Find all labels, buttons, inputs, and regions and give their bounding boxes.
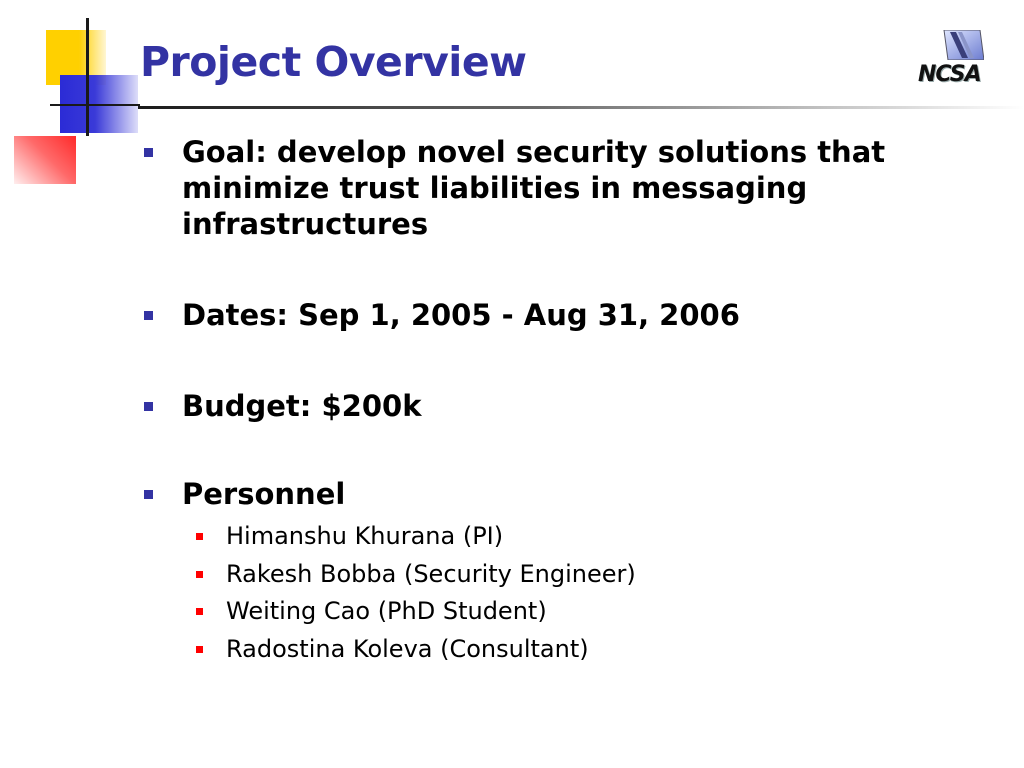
personnel-text: Rakesh Bobba (Security Engineer) [226,560,636,588]
decorative-horizontal-line [50,104,140,106]
personnel-text: Himanshu Khurana (PI) [226,522,504,550]
ncsa-logo [914,30,996,90]
ncsa-logo-text: NCSA [918,62,981,87]
title-underline-rule [138,106,1024,109]
bullet-marker-icon [144,311,153,320]
bullet-text: Goal: develop novel security solutions that minimize trust liabilities in messaging infrastructures [182,135,886,241]
bullet-marker-icon [144,490,153,499]
personnel-text: Radostina Koleva (Consultant) [226,635,589,663]
sub-bullet-marker-icon [196,646,203,653]
sub-bullet-marker-icon [196,608,203,615]
bullet-text: Budget: $200k [182,389,422,423]
bullet-marker-icon [144,148,153,157]
slide-title: Project Overview [140,38,527,86]
bullet-marker-icon [144,402,153,411]
personnel-text: Weiting Cao (PhD Student) [226,597,547,625]
bullet-text: Dates: Sep 1, 2005 - Aug 31, 2006 [182,298,740,332]
sub-bullet-marker-icon [196,533,203,540]
sub-bullet-marker-icon [196,571,203,578]
bullet-text: Personnel [182,477,346,511]
ncsa-logo-mark-icon [940,30,984,60]
decorative-vertical-line [86,18,89,136]
decorative-red-square [14,136,76,184]
